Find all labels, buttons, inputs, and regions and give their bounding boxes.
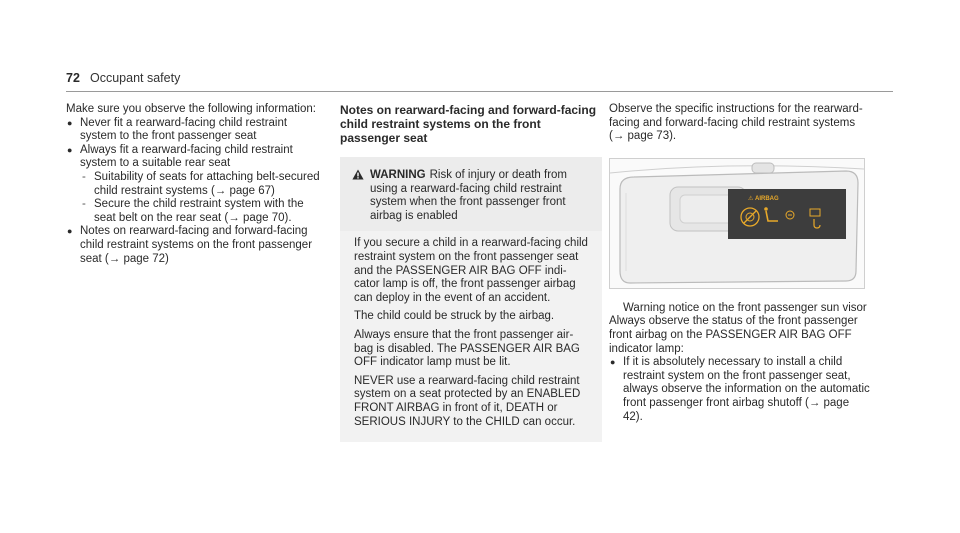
page-header [66, 71, 893, 92]
section-title: Occupant safety [90, 71, 181, 85]
sub-list-item[interactable]: - Suitability of seats for attaching belt-secured child restraint systems (→ page 67) [80, 171, 326, 198]
list-item [66, 144, 326, 226]
figure-label: AIRBAG [755, 195, 779, 202]
sub-list [80, 171, 326, 225]
warning-body [340, 231, 602, 442]
warning-triangle-icon [352, 169, 364, 185]
intro-text[interactable]: Observe the specific instructions for the rearward-facing and forward-facing child restraint systems (→ page 73). [609, 103, 863, 143]
sub-list-item[interactable]: - Secure the child restraint system with the seat belt on the rear seat (→ page 70). [80, 198, 326, 225]
list-item[interactable]: ● If it is absolutely necessary to install a child restraint system on the front passenger seat, always observe the information on the automatic front passenger front airbag shutoff (→ page 42). [609, 356, 871, 424]
page-number: 72 [66, 71, 80, 85]
list-item-text: Always fit a rearward-facing child restraint system to a suitable rear seat [80, 143, 293, 170]
warning-paragraph: The child could be struck by the airbag. [354, 310, 555, 323]
column-left [66, 103, 326, 266]
warning-paragraph: Always ensure that the front passenger airbag is disabled. The PASSENGER AIR BAG OFF indicator lamp must be lit. [354, 328, 580, 369]
figure-caption: Warning notice on the front passenger sun visor [623, 301, 867, 314]
warning-paragraph: If you secure a child in a rearward-facing child restraint system on the front passenger seat and the PASSENGER AIR BAG OFF indicator lamp is off, the front passenger airbag can deploy in the event of an accident. [354, 237, 588, 304]
column-middle [340, 103, 602, 442]
svg-text:⚠: ⚠ [748, 195, 754, 202]
instruction-list [66, 117, 326, 267]
list-item[interactable]: ● Notes on rearward-facing and forward-facing child restraint systems on the front passenger seat (→ page 72) [66, 225, 326, 266]
sun-visor-illustration [609, 158, 865, 289]
warning-header [340, 157, 602, 231]
warning-summary: Risk of injury or death from using a rearward-facing child restraint system when the front passenger front airbag is enabled [370, 169, 568, 222]
column-right [609, 103, 871, 424]
warning-label: WARNING [370, 169, 426, 181]
intro-text: Make sure you observe the following information: [66, 103, 316, 115]
list-item: ● Never fit a rearward-facing child restraint system to the front passenger seat [66, 117, 326, 144]
warning-box [340, 157, 602, 442]
status-text: Always observe the status of the front passenger front airbag on the PASSENGER AIR BAG OFF indicator lamp: [609, 315, 858, 355]
airbag-list [609, 356, 871, 424]
section-heading: Notes on rearward-facing and forward-facing child restraint systems on the front passenger seat [340, 103, 597, 145]
warning-paragraph: NEVER use a rearward-facing child restraint system on a seat protected by an ENABLED FRONT AIRBAG in front of it, DEATH or SERIOUS INJURY to the CHILD can occur. [354, 374, 581, 428]
